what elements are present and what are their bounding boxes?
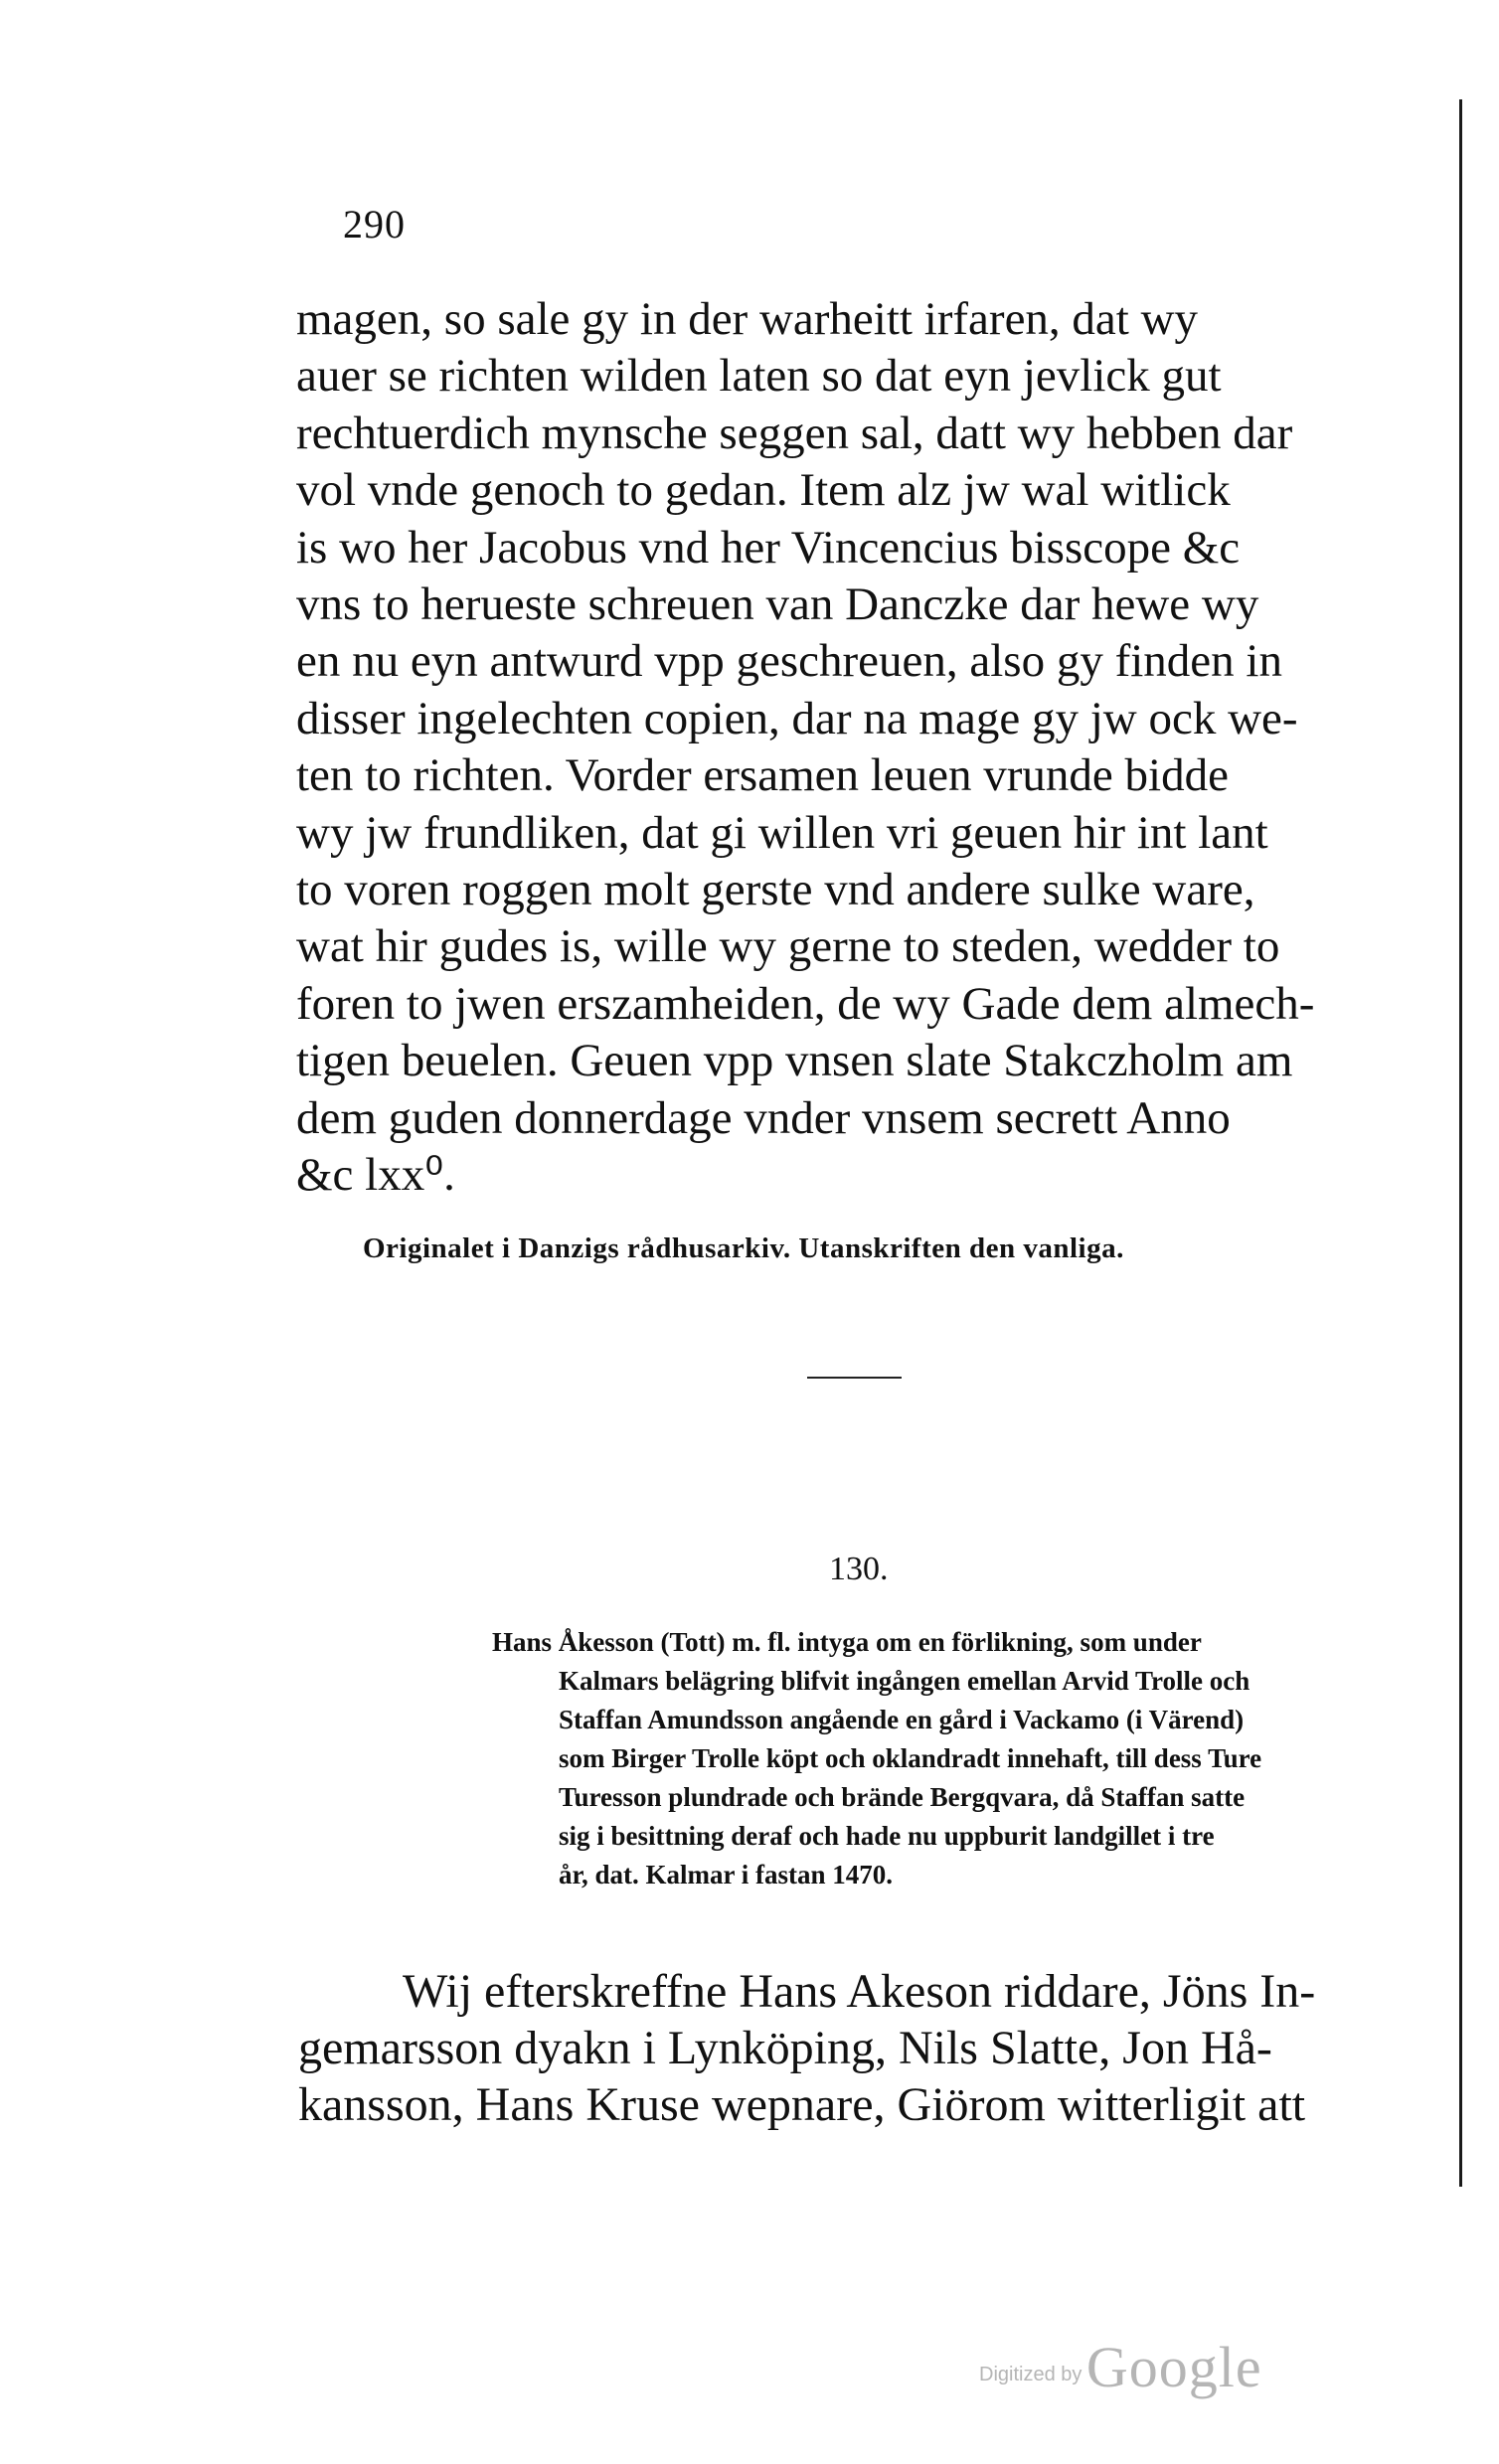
summary-line: Staffan Amundsson angående en gård i Vackamo (i Värend) (559, 1705, 1245, 1734)
page-edge-rule (1459, 99, 1462, 2187)
letter-line: &c lxx⁰. (296, 1149, 455, 1202)
letter-line: rechtuerdich mynsche seggen sal, datt wy hebben dar (296, 407, 1293, 459)
opening-line: gemarsson dyakn i Lynköping, Nils Slatte, Jon Hå- (298, 2022, 1272, 2074)
letter-line: tigen beuelen. Geuen vpp vnsen slate Stakczholm am (296, 1035, 1293, 1087)
page-number: 290 (343, 202, 406, 246)
digitized-watermark (979, 2334, 1262, 2400)
document-opening (298, 1963, 1416, 2133)
letter-line: to voren roggen molt gerste vnd andere sulke ware, (296, 864, 1255, 916)
letter-line: dem guden donnerdage vnder vnsem secrett Anno (296, 1091, 1231, 1144)
opening-line: Wij efterskreffne Hans Akeson riddare, Jöns In- (403, 1965, 1316, 2018)
summary-line: Hans Åkesson (Tott) m. fl. intyga om en förlikning, som under (492, 1627, 1202, 1657)
letter-line: disser ingelechten copien, dar na mage gy jw ock we- (296, 692, 1298, 744)
letter-line: is wo her Jacobus vnd her Vincencius bisscope &c (296, 521, 1241, 574)
letter-body (296, 291, 1415, 1205)
letter-line: wy jw frundliken, dat gi willen vri geuen hir int lant (296, 806, 1268, 859)
letter-line: magen, so sale gy in der warheitt irfaren, dat wy (296, 293, 1199, 345)
letter-line: vns to herueste schreuen van Danczke dar hewe wy (296, 578, 1259, 631)
letter-line: auer se richten wilden laten so dat eyn jevlick gut (296, 350, 1222, 403)
summary-line: som Birger Trolle köpt och oklandradt innehaft, till dess Ture (559, 1743, 1262, 1773)
summary-line: Turesson plundrade och brände Bergqvara, då Staffan satte (559, 1782, 1246, 1812)
document-summary (492, 1623, 1416, 1894)
watermark-prefix: Digitized by (979, 2364, 1083, 2385)
section-divider (807, 1377, 902, 1379)
source-note: Originalet i Danzigs rådhusarkiv. Utanskriften den vanliga. (363, 1232, 1124, 1264)
letter-line: en nu eyn antwurd vpp geschreuen, also gy finden in (296, 635, 1282, 688)
opening-line: kansson, Hans Kruse wepnare, Giörom witterligit att (298, 2078, 1306, 2131)
summary-line: sig i besittning deraf och hade nu uppburit landgillet i tre (559, 1821, 1215, 1851)
summary-line: Kalmars belägring blifvit ingången emellan Arvid Trolle och (559, 1666, 1250, 1696)
document-number: 130. (829, 1551, 889, 1587)
summary-line: år, dat. Kalmar i fastan 1470. (559, 1860, 894, 1889)
letter-line: vol vnde genoch to gedan. Item alz jw wal witlick (296, 464, 1231, 517)
watermark-brand: Google (1085, 2335, 1262, 2399)
letter-line: foren to jwen erszamheiden, de wy Gade dem almech- (296, 977, 1315, 1030)
letter-line: ten to richten. Vorder ersamen leuen vrunde bidde (296, 749, 1229, 802)
letter-line: wat hir gudes is, wille wy gerne to steden, wedder to (296, 920, 1280, 973)
